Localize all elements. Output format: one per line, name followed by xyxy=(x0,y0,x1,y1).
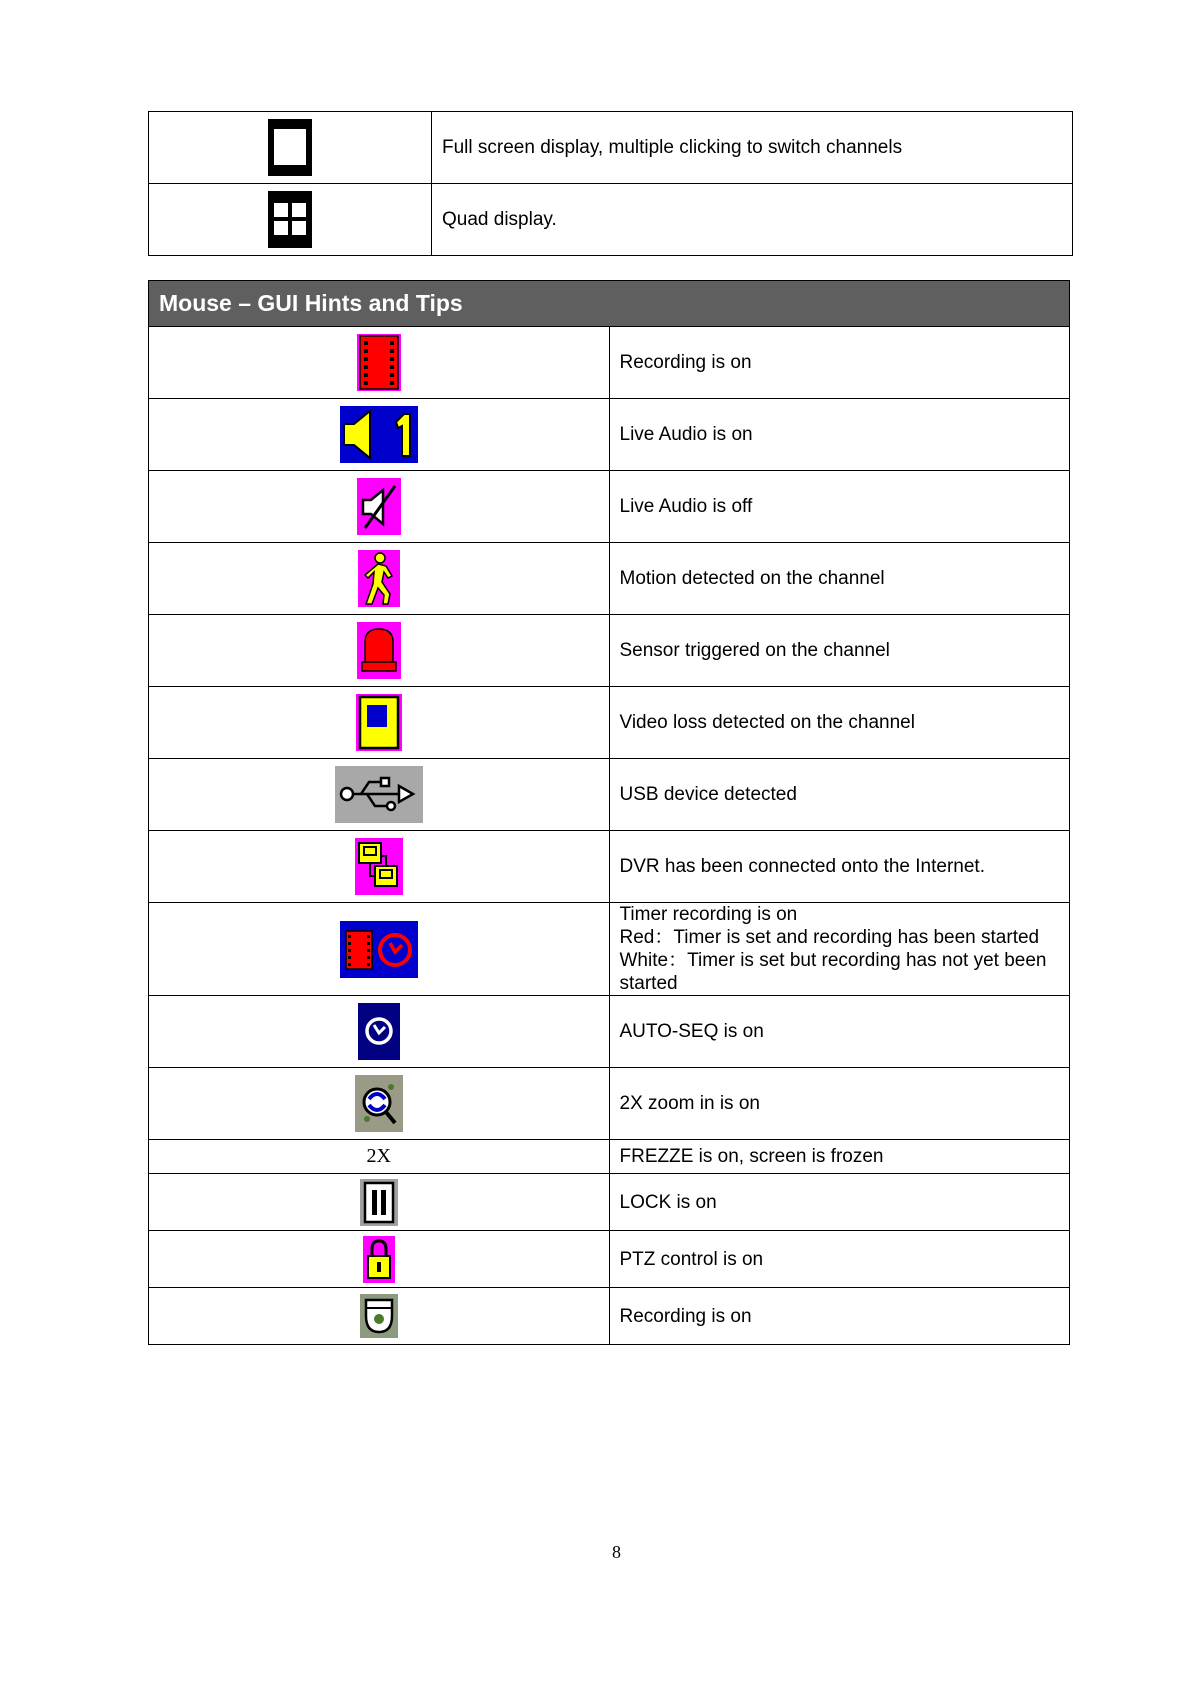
section-title: Mouse – GUI Hints and Tips xyxy=(149,281,1070,327)
full-screen-icon xyxy=(268,119,312,176)
icon-cell xyxy=(149,615,610,687)
description-cell: DVR has been connected onto the Internet. xyxy=(609,831,1070,903)
usb-device-icon xyxy=(335,766,423,823)
icon-cell xyxy=(149,471,610,543)
table-row xyxy=(149,112,1073,184)
description-cell: Quad display. xyxy=(432,184,1073,256)
description-cell: Video loss detected on the channel xyxy=(609,687,1070,759)
icon-cell xyxy=(149,327,610,399)
table-row xyxy=(149,1231,1070,1288)
description-cell: LOCK is on xyxy=(609,1174,1070,1231)
icon-cell xyxy=(149,184,432,256)
table-header-row xyxy=(149,281,1070,327)
description-cell xyxy=(609,903,1070,996)
zoom-in-icon xyxy=(355,1075,403,1132)
freeze-indicator-text: 2X xyxy=(149,1140,610,1174)
table-row xyxy=(149,543,1070,615)
padlock-icon xyxy=(363,1236,395,1283)
icon-cell xyxy=(149,903,610,996)
motion-walker-icon xyxy=(358,550,400,607)
description-cell: Full screen display, multiple clicking to switch channels xyxy=(432,112,1073,184)
quad-display-icon xyxy=(268,191,312,248)
live-audio-on-icon xyxy=(340,406,418,463)
description-cell: AUTO-SEQ is on xyxy=(609,996,1070,1068)
pause-lock-icon xyxy=(360,1179,398,1226)
table-row xyxy=(149,687,1070,759)
description-cell: FREZZE is on, screen is frozen xyxy=(609,1140,1070,1174)
description-cell: Live Audio is on xyxy=(609,399,1070,471)
table-row xyxy=(149,399,1070,471)
timer-line-1: Timer recording is on xyxy=(619,904,798,925)
icon-cell xyxy=(149,1231,610,1288)
table-row xyxy=(149,831,1070,903)
ptz-camera-icon xyxy=(360,1294,398,1338)
table-row xyxy=(149,759,1070,831)
table-row xyxy=(149,1174,1070,1231)
description-cell: 2X zoom in is on xyxy=(609,1068,1070,1140)
description-cell: USB device detected xyxy=(609,759,1070,831)
recording-film-icon xyxy=(357,334,401,391)
sensor-alarm-icon xyxy=(357,622,401,679)
table-row xyxy=(149,903,1070,996)
icon-cell xyxy=(149,831,610,903)
description-cell: Live Audio is off xyxy=(609,471,1070,543)
icon-cell xyxy=(149,1288,610,1345)
gui-hints-table xyxy=(148,280,1070,1345)
icon-cell xyxy=(149,759,610,831)
table-row xyxy=(149,615,1070,687)
table-row xyxy=(149,471,1070,543)
icon-cell xyxy=(149,996,610,1068)
description-cell: Sensor triggered on the channel xyxy=(609,615,1070,687)
description-cell: Recording is on xyxy=(609,327,1070,399)
description-cell: Recording is on xyxy=(609,1288,1070,1345)
icon-cell xyxy=(149,543,610,615)
icon-cell xyxy=(149,112,432,184)
display-modes-table xyxy=(148,111,1073,256)
table-row xyxy=(149,996,1070,1068)
table-row xyxy=(149,1140,1070,1174)
table-row xyxy=(149,1068,1070,1140)
icon-cell xyxy=(149,399,610,471)
timer-line-3: White：Timer is set but recording has not yet been started xyxy=(619,950,1047,994)
table-row xyxy=(149,184,1073,256)
page-number: 8 xyxy=(612,1542,621,1562)
table-row xyxy=(149,327,1070,399)
icon-cell xyxy=(149,687,610,759)
timer-line-2: Red：Timer is set and recording has been started xyxy=(619,927,1040,948)
description-cell: PTZ control is on xyxy=(609,1231,1070,1288)
description-cell: Motion detected on the channel xyxy=(609,543,1070,615)
video-loss-icon xyxy=(356,694,402,751)
icon-cell xyxy=(149,1174,610,1231)
table-row xyxy=(149,1288,1070,1345)
auto-seq-clock-icon xyxy=(358,1003,400,1060)
live-audio-off-icon xyxy=(357,478,401,535)
timer-recording-icon xyxy=(340,921,418,978)
network-connection-icon xyxy=(355,838,403,895)
icon-cell xyxy=(149,1068,610,1140)
